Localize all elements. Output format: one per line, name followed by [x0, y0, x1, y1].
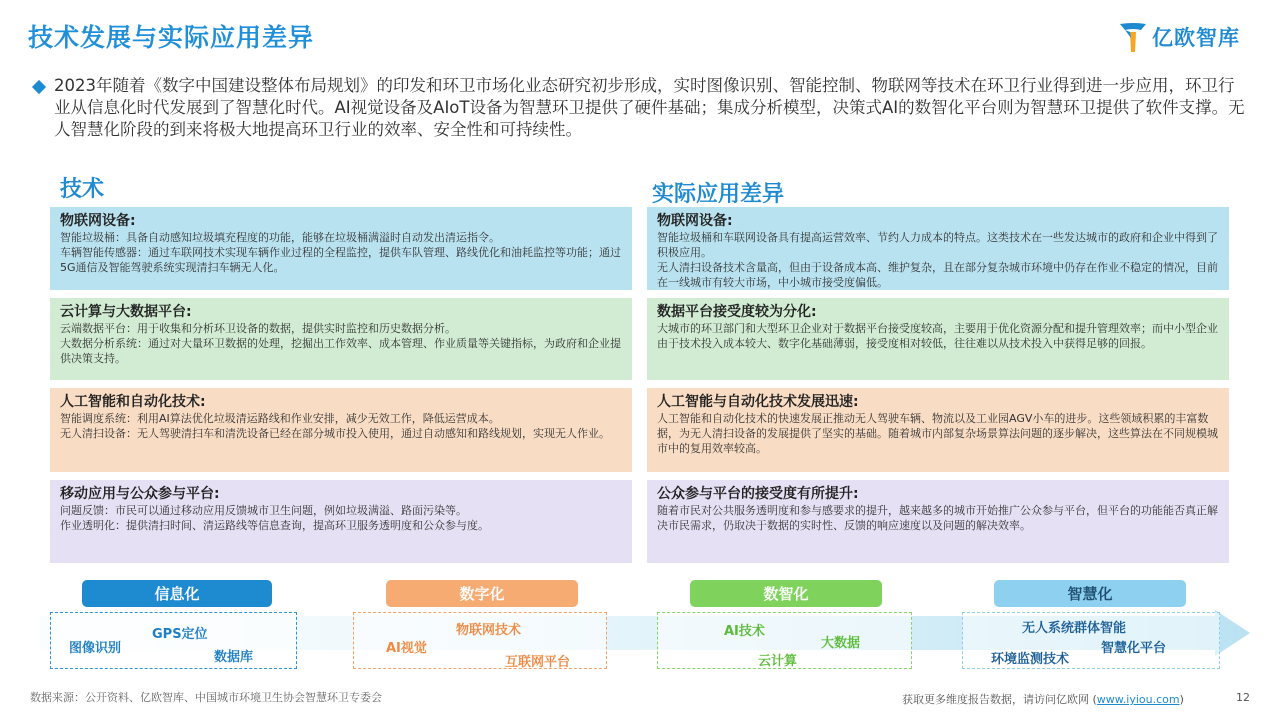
application-heading: 实际应用差异: [652, 182, 785, 207]
card-line: 无人清扫设备：无人驾驶清扫车和清洗设备已经在部分城市投入使用，通过自动感知和路线规划，实现无人作业。: [60, 427, 610, 440]
tech-card-iot: [50, 207, 632, 290]
stage-tech: AI视觉: [386, 641, 427, 656]
data-source: 数据来源：公开资料、亿欧智库、中国城市环境卫生协会智慧环卫专委会: [30, 691, 382, 704]
stage-tech: 云计算: [758, 654, 798, 669]
card-title: 人工智能与自动化技术发展迅速:: [657, 394, 859, 410]
app-card-public: [647, 480, 1229, 563]
app-card-data-platform: [647, 298, 1229, 380]
card-line: 大城市的环卫部门和大型环卫企业对于数据平台接受度较高，主要用于优化资源分配和提升管理效率；而中小型企业由于技术投入成本较大、数字化基础薄弱，接受度相对较低，往往难以从技术投入中获得足够的回报。: [657, 322, 1218, 350]
website-link[interactable]: www.iyiou.com: [1096, 693, 1180, 706]
card-line: 问题反馈：市民可以通过移动应用反馈城市卫生问题，例如垃圾满溢、路面污染等。: [60, 504, 467, 517]
footer-more-info: [902, 691, 1184, 707]
stage-tech: 智慧化平台: [1101, 641, 1167, 656]
card-line: 智能调度系统：利用AI算法优化垃圾清运路线和作业安排，减少无效工作，降低运营成本。: [60, 412, 500, 425]
stage-tech: GPS定位: [152, 627, 208, 642]
stage-tech: AI技术: [724, 624, 765, 639]
card-line: 云端数据平台：用于收集和分析环卫设备的数据，提供实时监控和历史数据分析。: [60, 322, 456, 335]
page-number: 12: [1236, 691, 1250, 704]
stage-label-digitalization: 数字化: [386, 580, 578, 607]
card-title: 物联网设备:: [60, 213, 136, 229]
card-title: 云计算与大数据平台:: [60, 304, 192, 320]
brand-logo: [1118, 20, 1240, 54]
stage-tech: 物联网技术: [456, 623, 522, 638]
tech-card-mobile: [50, 480, 632, 563]
card-line: 人工智能和自动化技术的快速发展正推动无人驾驶车辆、物流以及工业园AGV小车的进步。这些领域积累的丰富数据，为无人清扫设备的发展提供了坚实的基础。随着城市内部复杂场景算法问题的逐步解决，这些算法在不同规模城市中的复用效率较高。: [657, 412, 1218, 455]
stage-tech: 环境监测技术: [991, 652, 1070, 667]
technology-heading: 技术: [60, 177, 105, 202]
stage-tech: 大数据: [821, 636, 861, 651]
card-line: 智能垃圾桶：具备自动感知垃圾填充程度的功能，能够在垃圾桶满溢时自动发出清运指令。: [60, 231, 500, 244]
stage-label-digital-intelligence: 数智化: [690, 580, 882, 607]
card-line: 智能垃圾桶和车联网设备具有提高运营效率、节约人力成本的特点。这类技术在一些发达城市的政府和企业中得到了积极应用。: [657, 231, 1218, 259]
card-line: 作业透明化：提供清扫时间、清运路线等信息查询，提高环卫服务透明度和公众参与度。: [60, 519, 489, 532]
stage-tech: 互联网平台: [505, 655, 571, 670]
tech-card-cloud: [50, 298, 632, 380]
intro-text: 2023年随着《数字中国建设整体布局规划》的印发和环卫市场化业态研究初步形成，实时图像识别、智能控制、物联网等技术在环卫行业得到进一步应用，环卫行业从信息化时代发展到了智慧化时代。AI视觉设备及AIoT设备为智慧环卫提供了硬件基础；集成分析模型，决策式AI的数智化平台则为智慧环卫提供了软件支撑。无人智慧化阶段的到来将极大地提高环卫行业的效率、安全性和可持续性。: [54, 76, 1245, 139]
app-card-ai: [647, 388, 1229, 472]
app-card-iot: [647, 207, 1229, 290]
card-title: 数据平台接受度较为分化:: [657, 304, 817, 320]
card-title: 物联网设备:: [657, 213, 733, 229]
tech-card-ai: [50, 388, 632, 472]
stage-tech: 图像识别: [69, 641, 122, 656]
card-title: 移动应用与公众参与平台:: [60, 486, 220, 502]
logo-text: 亿欧智库: [1152, 26, 1240, 50]
stage-tech: 数据库: [214, 650, 254, 665]
card-line: 大数据分析系统：通过对大量环卫数据的处理，挖掘出工作效率、成本管理、作业质量等关键指标，为政府和企业提供决策支持。: [60, 337, 621, 365]
card-line: 车辆智能传感器：通过车联网技术实现车辆作业过程的全程监控，提供车队管理、路线优化和油耗监控等功能；通过5G通信及智能驾驶系统实现清扫车辆无人化。: [60, 246, 621, 274]
card-line: 无人清扫设备技术含量高，但由于设备成本高、维护复杂，且在部分复杂城市环境中仍存在作业不稳定的情况，目前在一线城市有较大市场，中小城市接受度偏低。: [657, 261, 1218, 289]
page-title: 技术发展与实际应用差异: [28, 23, 315, 52]
yiou-logo-icon: [1118, 20, 1148, 54]
card-title: 人工智能和自动化技术:: [60, 394, 206, 410]
footer-more-prefix: 获取更多维度报告数据，请访问亿欧网 (: [902, 693, 1097, 706]
card-title: 公众参与平台的接受度有所提升:: [657, 486, 859, 502]
stage-label-smart: 智慧化: [994, 580, 1186, 607]
intro-paragraph: [34, 75, 1250, 141]
stage-label-informatization: 信息化: [82, 580, 272, 607]
stage-tech: 无人系统群体智能: [1022, 621, 1127, 636]
card-line: 随着市民对公共服务透明度和参与感要求的提升，越来越多的城市开始推广公众参与平台，但平台的功能能否真正解决市民需求，仍取决于数据的实时性、反馈的响应速度以及问题的解决效率。: [657, 504, 1218, 532]
footer-more-suffix: ): [1179, 693, 1184, 706]
